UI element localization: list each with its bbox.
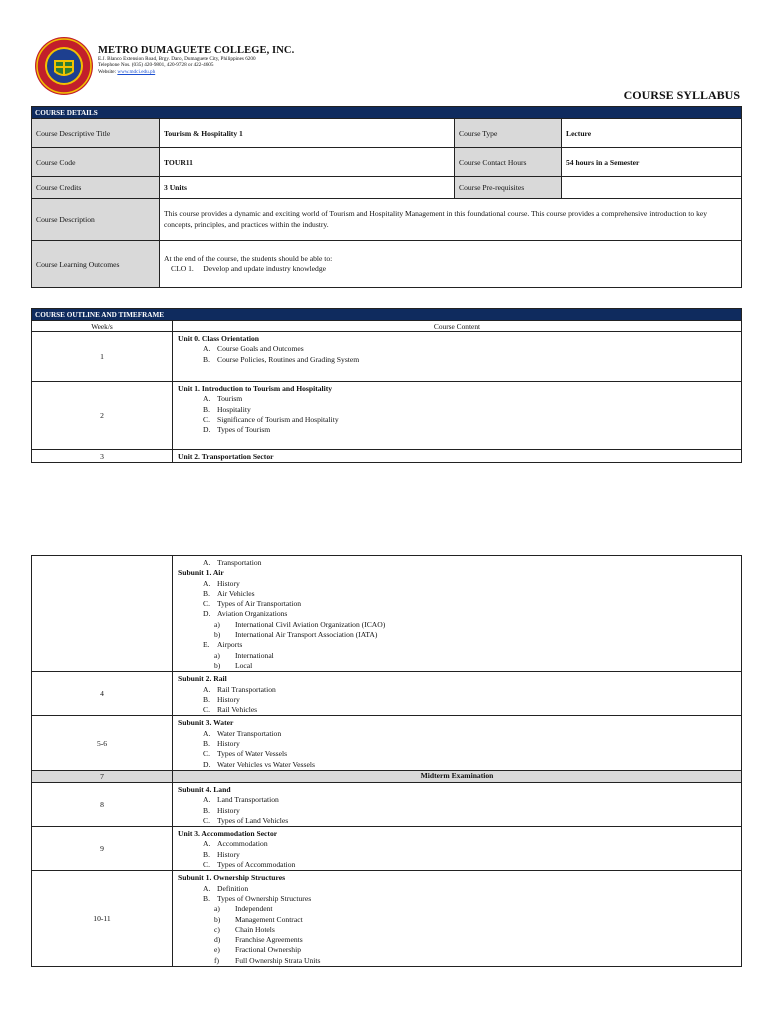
list-item [178,685,736,695]
school-info [98,45,294,75]
unit-heading: Unit 0. Class Orientation [178,334,260,343]
unit-heading: Subunit 2. Rail [178,674,227,684]
credits-label: Course Credits [32,177,160,199]
title-value: Tourism & Hospitality 1 [160,119,455,148]
course-outline-table [31,308,742,463]
week-cell [32,556,173,672]
unit-heading: Subunit 3. Water [178,718,234,728]
list-text: Transportation [217,558,262,567]
list-item [178,394,736,404]
unit-heading: Unit 3. Accommodation Sector [178,829,278,839]
list-text: Types of Accommodation [217,860,296,870]
list-marker: A. [203,728,211,738]
content-cell [173,782,742,826]
list-item [178,860,736,870]
sub-list-item [178,630,736,640]
hours-label: Course Contact Hours [455,148,562,177]
list-marker: B. [203,694,210,704]
list-marker: a) [214,650,220,660]
type-label: Course Type [455,119,562,148]
list-item [178,739,736,749]
list-marker: A. [203,578,211,588]
list-marker: A. [203,394,211,404]
list-marker: B. [203,588,210,598]
content-cell [173,827,742,871]
school-phone: Telephone Nos. (035) 420-9801, 420-9728 or 422-4605 [98,62,214,69]
week-cell: 5-6 [32,716,173,770]
list-text: Franchise Agreements [235,935,303,945]
content-cell [173,556,742,672]
list-text: International Civil Aviation Organization (ICAO) [235,619,386,629]
list-text: Land Transportation [217,795,279,805]
outline-row [32,716,742,770]
list-marker: B. [203,849,210,859]
course-outline-header: COURSE OUTLINE AND TIMEFRAME [32,309,742,321]
list-text: History [217,578,240,588]
list-marker: C. [203,414,210,424]
sub-list-item [178,661,736,671]
outcomes-intro: At the end of the course, the students should be able to: [164,254,333,263]
list-text: History [217,694,240,704]
website-label: Website: [98,68,117,75]
type-value: Lecture [562,119,742,148]
course-outline-continued-table [31,555,742,967]
list-marker: A. [203,558,211,567]
list-marker: d) [214,935,221,945]
list-item [178,579,736,589]
outline-row [32,672,742,716]
sub-list-item [178,904,736,914]
code-label: Course Code [32,148,160,177]
list-text: Independent [235,904,273,914]
course-details-header: COURSE DETAILS [32,107,742,119]
list-text: Types of Tourism [217,425,271,435]
list-marker: A. [203,344,211,354]
week-cell: 2 [32,382,173,450]
list-text: Accommodation [217,839,268,849]
list-item [178,609,736,619]
list-marker: e) [214,945,220,955]
content-cell [173,672,742,716]
list-text: Aviation Organizations [217,609,288,619]
exam-cell: Midterm Examination [173,770,742,782]
list-marker: b) [214,914,221,924]
list-text: Significance of Tourism and Hospitality [217,414,339,424]
credits-value: 3 Units [160,177,455,199]
content-cell [173,382,742,450]
sub-list-item [178,956,736,966]
list-text: Local [235,660,253,670]
list-text: Course Goals and Outcomes [217,344,304,354]
week-cell: 10-11 [32,871,173,967]
list-item [178,816,736,826]
list-item [178,729,736,739]
list-text: Rail Vehicles [217,705,258,715]
list-text: History [217,739,240,749]
week-cell: 9 [32,827,173,871]
list-item [178,760,736,770]
list-marker: B. [203,739,210,749]
list-marker: B. [203,354,210,364]
list-marker: B. [203,893,210,903]
outline-row [32,782,742,826]
sub-list-item [178,915,736,925]
list-marker: C. [203,749,210,759]
list-marker: a) [214,904,220,914]
description-label: Course Description [32,199,160,241]
list-marker: c) [214,924,220,934]
content-cell [173,450,742,463]
list-text: History [217,805,240,815]
list-item [178,640,736,650]
list-text: Water Vehicles vs Water Vessels [217,759,315,769]
list-marker: b) [214,630,221,640]
list-item [178,558,736,568]
prereq-label: Course Pre-requisites [455,177,562,199]
code-value: TOUR11 [160,148,455,177]
unit-heading: Subunit 4. Land [178,784,231,794]
list-marker: A. [203,684,211,694]
list-item [178,355,736,365]
list-marker: A. [203,839,211,849]
outline-row [32,770,742,782]
list-text: Management Contract [235,914,303,924]
list-marker: C. [203,860,210,870]
list-marker: A. [203,883,211,893]
content-cell [173,871,742,967]
content-cell [173,332,742,382]
course-details-table [31,106,742,288]
list-text: Types of Air Transportation [217,599,302,609]
document-header [34,36,740,106]
list-text: International [235,650,274,660]
week-cell: 3 [32,450,173,463]
week-column-header: Week/s [32,321,173,332]
list-item [178,415,736,425]
sub-list-item [178,651,736,661]
unit-heading: Unit 1. Introduction to Tourism and Hospitality [178,384,333,393]
sub-list-item [178,945,736,955]
list-item [178,695,736,705]
outline-row [32,450,742,463]
sub-list-item [178,935,736,945]
list-item [178,894,736,904]
unit-heading: Subunit 1. Ownership Structures [178,873,286,883]
content-column-header: Course Content [173,321,742,332]
list-text: Rail Transportation [217,684,276,694]
list-text: Definition [217,883,249,893]
outline-row [32,827,742,871]
list-marker: E. [203,640,210,650]
list-marker: a) [214,619,220,629]
website-link[interactable]: www.mdci.edu.ph [117,68,156,75]
school-name: METRO DUMAGUETE COLLEGE, INC. [98,45,295,56]
description-value: This course provides a dynamic and exciting world of Tourism and Hospitality Management in this foundational course. This course provides a comprehensive introduction to key concepts, principles, and practices within the industry. [160,199,742,241]
list-item [178,344,736,354]
list-text: Air Vehicles [217,588,255,598]
list-text: Airports [217,640,243,650]
list-item [178,705,736,715]
college-seal-logo [34,36,94,96]
list-marker: D. [203,425,211,435]
outcome-item: CLO 1. Develop and update industry knowledge [171,264,327,273]
sub-list-item [178,925,736,935]
list-item [178,850,736,860]
list-item [178,884,736,894]
list-marker: C. [203,705,210,715]
prereq-value [562,177,742,199]
list-text: Hospitality [217,404,251,414]
list-marker: D. [203,609,211,619]
outcomes-label: Course Learning Outcomes [32,241,160,288]
title-label: Course Descriptive Title [32,119,160,148]
content-cell [173,716,742,770]
list-text: Tourism [217,394,243,404]
list-item [178,425,736,435]
list-marker: B. [203,404,210,414]
unit-heading: Unit 2. Transportation Sector [178,452,274,461]
list-item [178,839,736,849]
week-cell: 7 [32,770,173,782]
hours-value: 54 hours in a Semester [562,148,742,177]
list-item [178,806,736,816]
week-cell: 8 [32,782,173,826]
list-text: Chain Hotels [235,924,275,934]
week-cell: 1 [32,332,173,382]
sub-list-item [178,620,736,630]
list-marker: C. [203,599,210,609]
list-item [178,599,736,609]
list-marker: b) [214,660,221,670]
list-marker: D. [203,759,211,769]
list-item [178,405,736,415]
list-text: Fractional Ownership [235,945,302,955]
school-address: E.J. Blanco Extension Road, Brgy. Daro, Dumaguete City, Philippines 6200 [98,56,256,62]
list-text: International Air Transport Association (IATA) [235,630,378,640]
week-cell: 4 [32,672,173,716]
list-text: Types of Water Vessels [217,749,288,759]
list-text: Full Ownership Strata Units [235,955,321,965]
list-marker: B. [203,805,210,815]
list-text: Types of Land Vehicles [217,815,289,825]
unit-heading: Subunit 1. Air [178,568,224,578]
outline-row [32,871,742,967]
list-text: Course Policies, Routines and Grading System [217,354,360,364]
list-text: Types of Ownership Structures [217,893,312,903]
list-text: Water Transportation [217,728,282,738]
list-item [178,589,736,599]
list-marker: C. [203,815,210,825]
list-item [178,795,736,805]
outline-row [32,556,742,672]
list-text: History [217,849,240,859]
outcomes-value [160,241,742,288]
document-title: COURSE SYLLABUS [623,88,740,102]
list-item [178,749,736,759]
list-marker: f) [214,955,220,965]
outline-row [32,382,742,450]
school-website-line [98,69,294,75]
outline-row [32,332,742,382]
list-marker: A. [203,795,211,805]
